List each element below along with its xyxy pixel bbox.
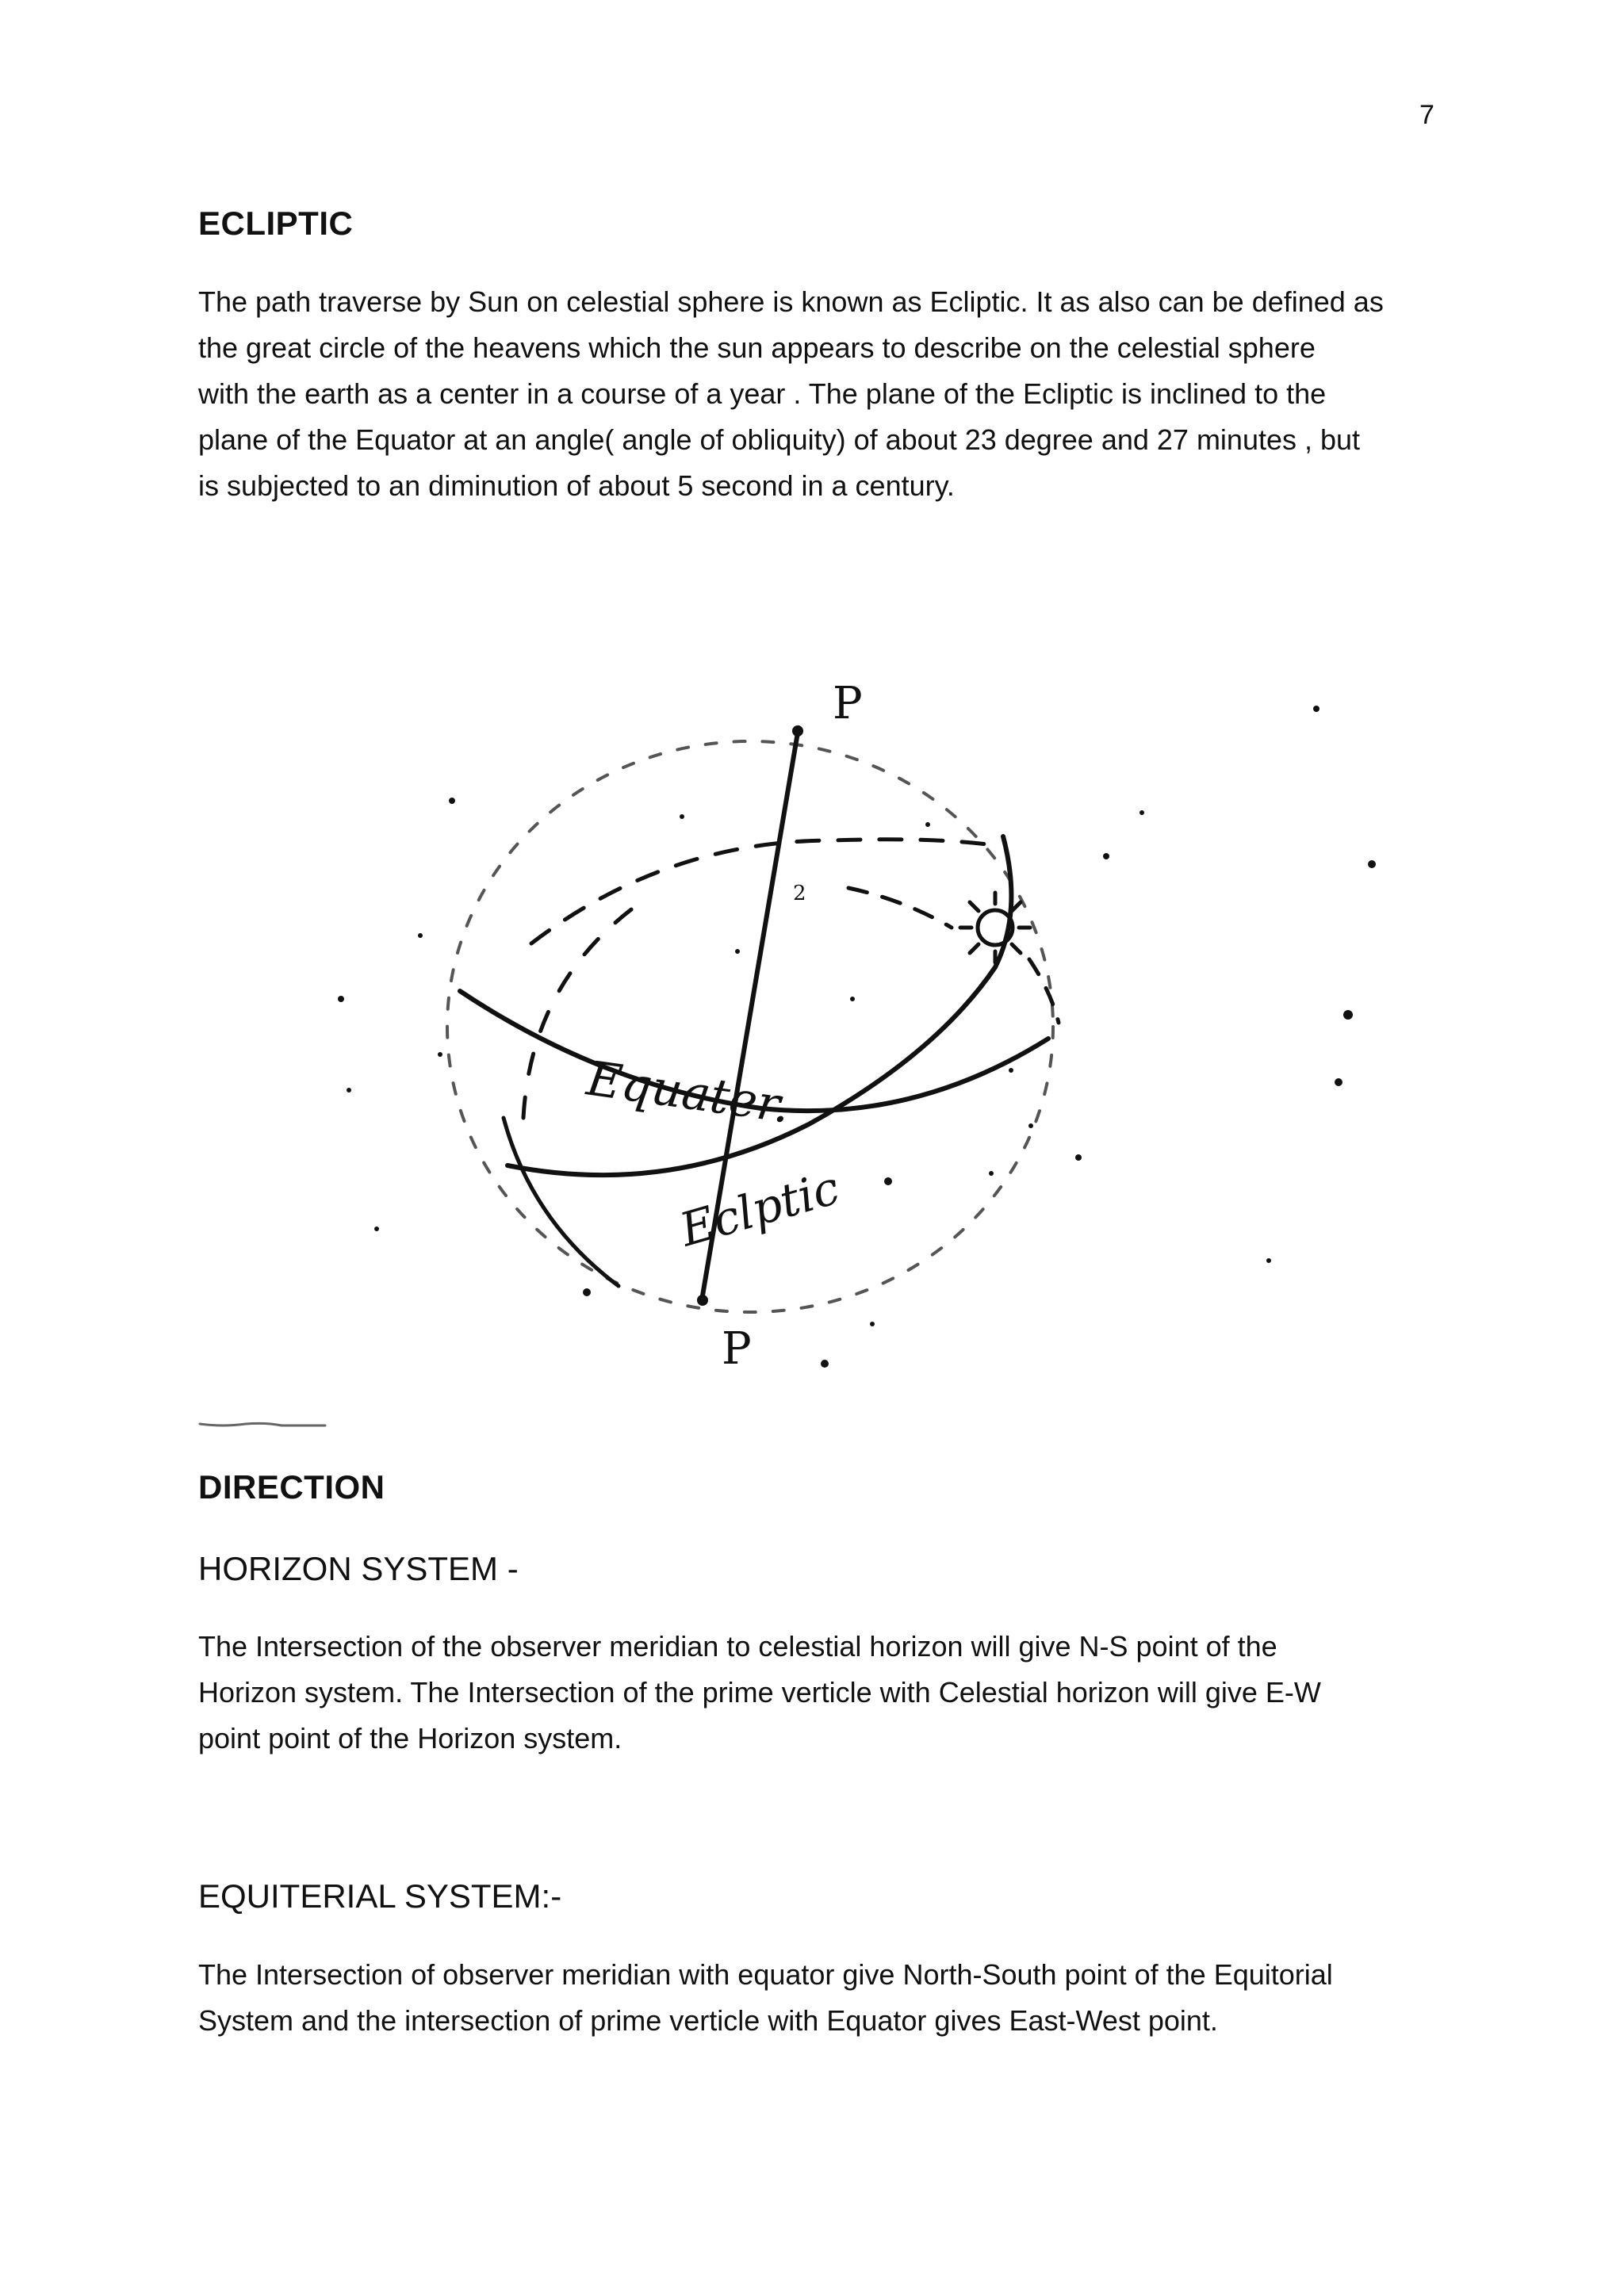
small-mark-label: 2 bbox=[793, 882, 806, 905]
ecliptic-label: Eclptic bbox=[674, 1160, 845, 1257]
star bbox=[1028, 1123, 1033, 1128]
pole-top-dot bbox=[792, 725, 803, 737]
text-line: point point of the Horizon system. bbox=[198, 1722, 622, 1755]
ecliptic-paragraph bbox=[198, 279, 1451, 509]
star bbox=[680, 814, 684, 819]
text-line: The Intersection of the observer meridian to celestial horizon will give N-S point of the bbox=[198, 1630, 1277, 1663]
star bbox=[1103, 853, 1109, 859]
sun-icon bbox=[960, 893, 1030, 962]
pole-top-label: P bbox=[833, 678, 863, 729]
scribble-mark bbox=[200, 1423, 325, 1425]
star bbox=[1009, 1068, 1013, 1073]
star bbox=[1313, 706, 1320, 712]
sphere-left-arc bbox=[504, 1118, 619, 1286]
text-line: The path traverse by Sun on celestial sphere is known as Ecliptic. It as also can be defined as bbox=[198, 285, 1384, 318]
star bbox=[850, 997, 855, 1001]
text-line: Horizon system. The Intersection of the prime verticle with Celestial horizon will give E-W bbox=[198, 1676, 1321, 1709]
star bbox=[1335, 1078, 1342, 1086]
horizon-system-paragraph bbox=[198, 1624, 1451, 1762]
section-heading-direction: DIRECTION bbox=[198, 1468, 385, 1506]
star bbox=[449, 798, 455, 804]
text-line: the great circle of the heavens which the sun appears to describe on the celestial sphere bbox=[198, 331, 1316, 364]
star bbox=[1266, 1258, 1271, 1263]
equatorial-system-title: EQUITERIAL SYSTEM:- bbox=[198, 1877, 562, 1915]
text-line: is subjected to an diminution of about 5 second in a century. bbox=[198, 469, 955, 502]
star bbox=[1368, 860, 1376, 868]
equatorial-system-paragraph bbox=[198, 1952, 1451, 2044]
pole-bottom-dot bbox=[697, 1295, 708, 1306]
text-line: System and the intersection of prime verticle with Equator gives East-West point. bbox=[198, 2004, 1218, 2037]
pole-bottom-label: P bbox=[722, 1323, 752, 1375]
star bbox=[438, 1052, 442, 1057]
text-line: The Intersection of observer meridian with equator give North-South point of the Equitorial bbox=[198, 1958, 1333, 1991]
equator-label: Equater. bbox=[583, 1050, 794, 1135]
star bbox=[1139, 810, 1144, 815]
star bbox=[989, 1171, 994, 1176]
star bbox=[418, 933, 423, 938]
star bbox=[347, 1088, 351, 1093]
text-line: with the earth as a center in a course of a year . The plane of the Ecliptic is inclined to the bbox=[198, 377, 1327, 410]
star bbox=[735, 949, 740, 954]
star bbox=[374, 1226, 379, 1231]
star bbox=[884, 1177, 892, 1185]
back-arc bbox=[531, 840, 987, 943]
star bbox=[821, 1360, 829, 1368]
star bbox=[338, 996, 344, 1002]
horizon-system-title: HORIZON SYSTEM - bbox=[198, 1550, 519, 1587]
star bbox=[870, 1322, 875, 1326]
text-line: plane of the Equator at an angle( angle of obliquity) of about 23 degree and 27 minutes , but bbox=[198, 423, 1361, 456]
star bbox=[1075, 1154, 1082, 1161]
page-number: 7 bbox=[1419, 100, 1434, 130]
section-heading-ecliptic: ECLIPTIC bbox=[198, 205, 354, 242]
star bbox=[925, 822, 930, 827]
star bbox=[1343, 1010, 1353, 1020]
star bbox=[583, 1288, 591, 1296]
upper-dashed-segment bbox=[848, 888, 952, 928]
celestial-sphere-figure bbox=[190, 674, 1427, 1435]
